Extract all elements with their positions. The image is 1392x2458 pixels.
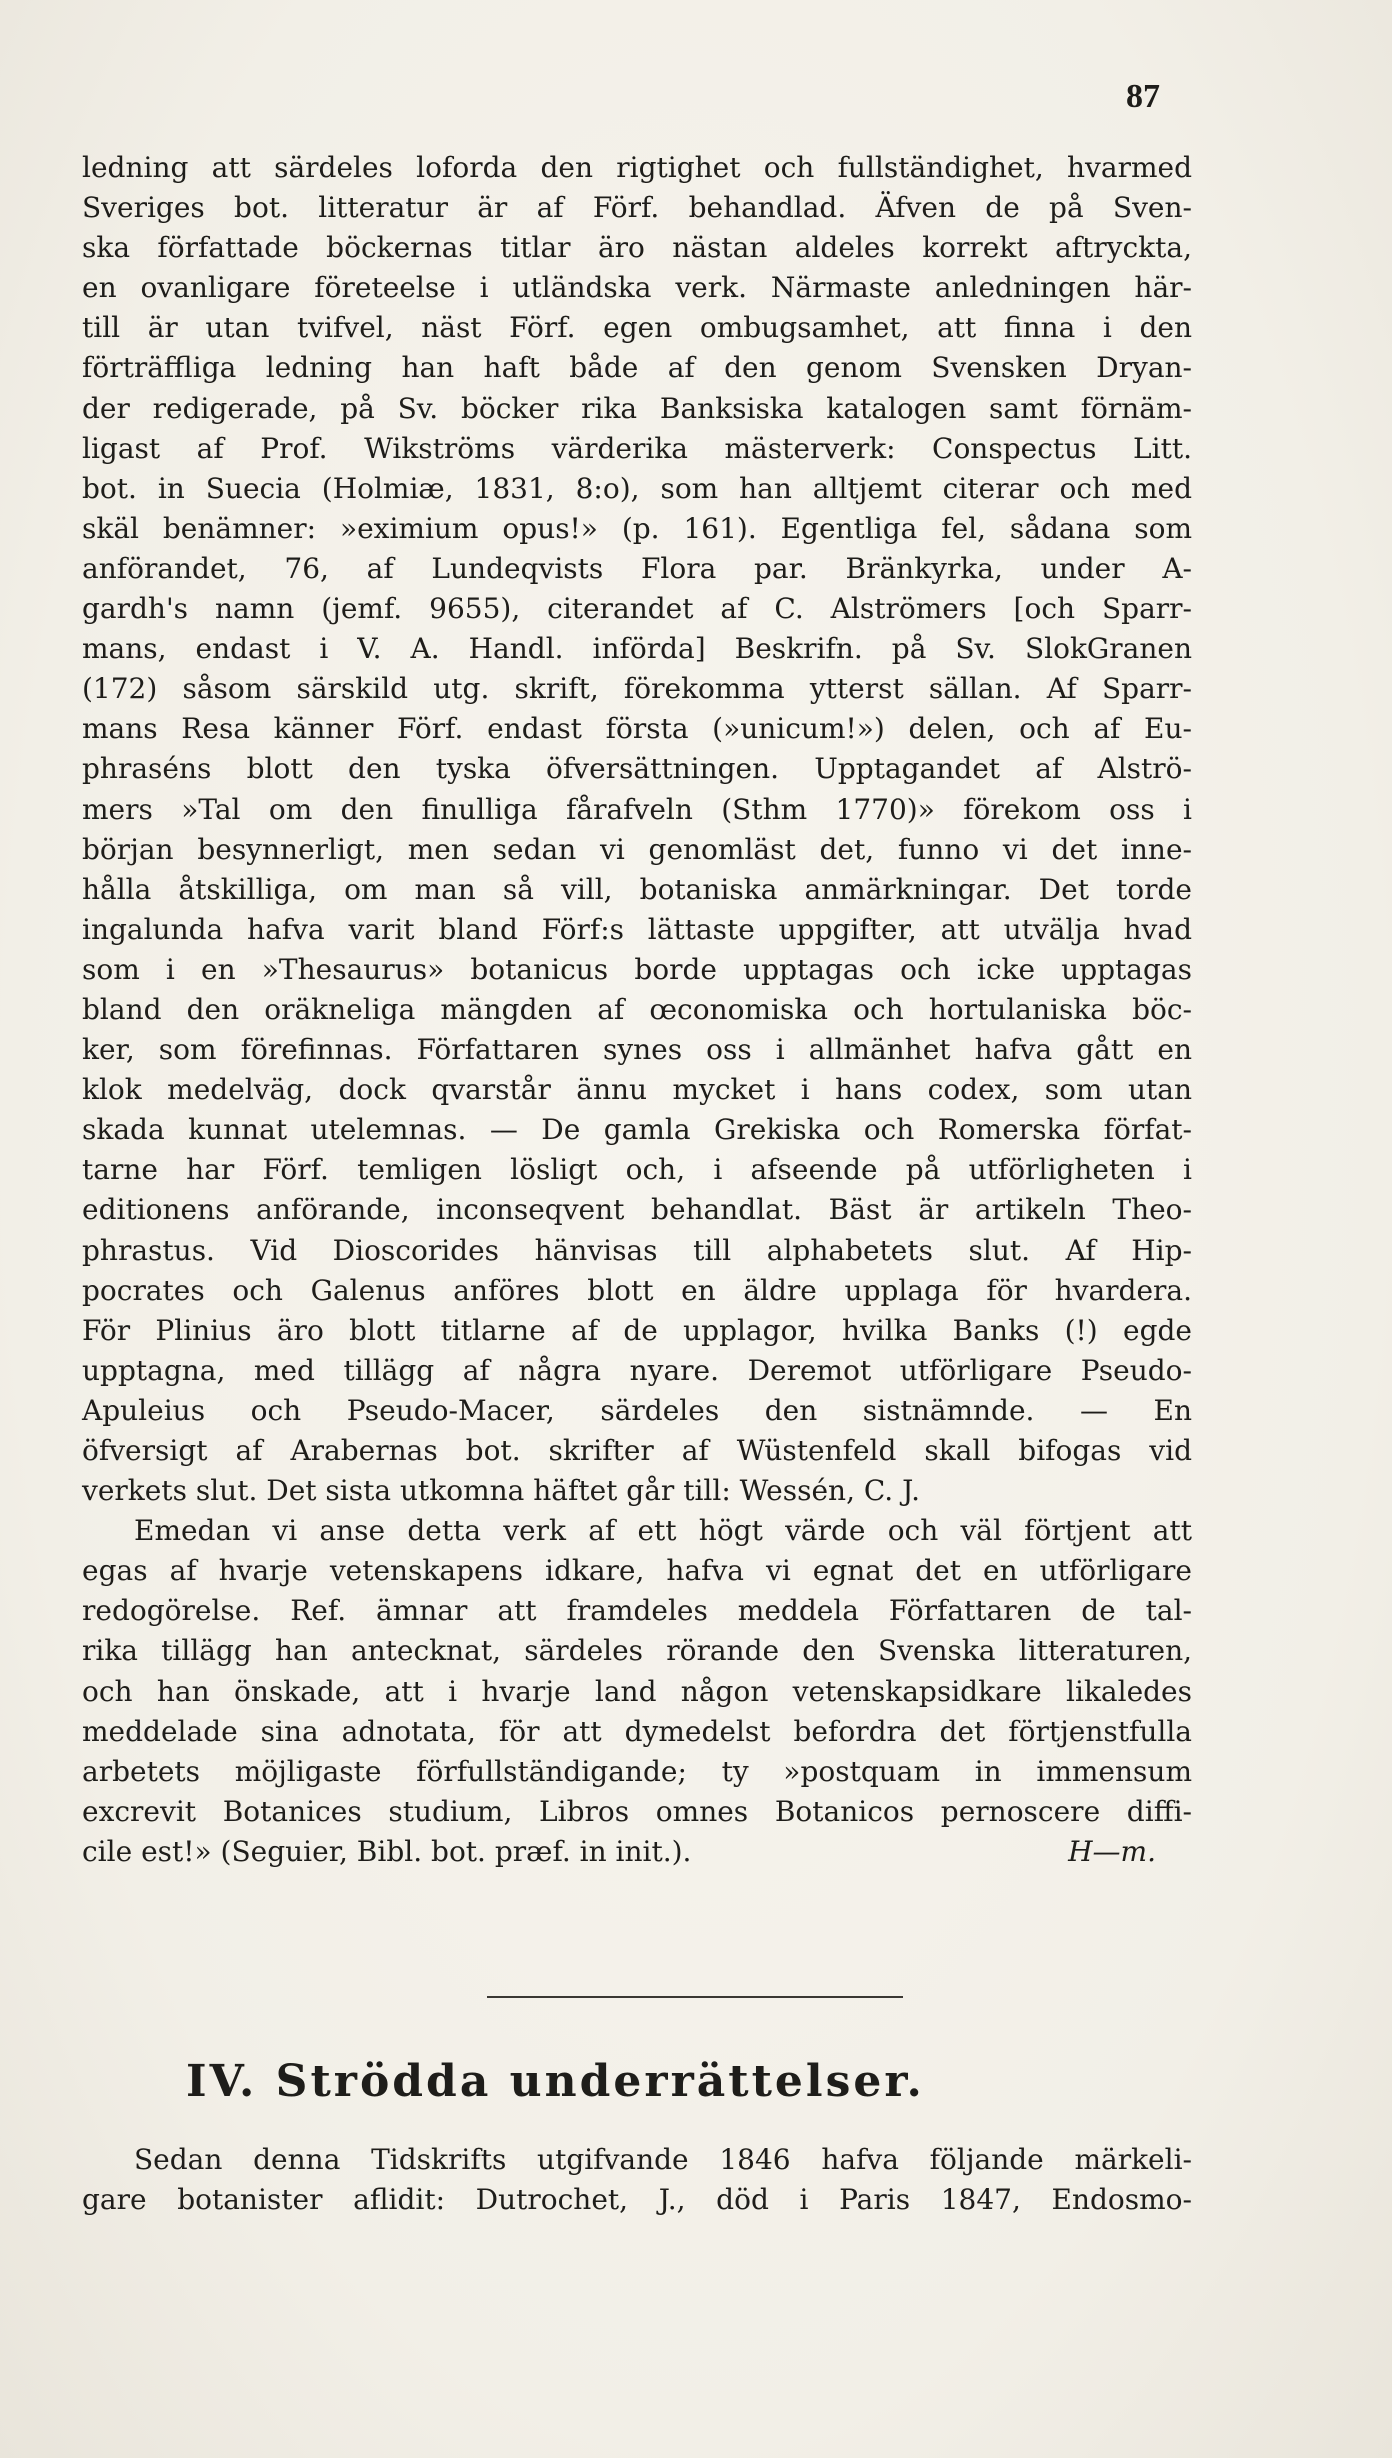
text-line: redogörelse. Ref. ämnar att framdeles meddela Författaren de tal- <box>82 1594 1192 1628</box>
body-text <box>82 148 1192 1872</box>
page-number: 87 <box>1126 78 1160 115</box>
text-line: phrastus. Vid Dioscorides hänvisas till alphabetets slut. Af Hip- <box>82 1233 1192 1267</box>
text-line: (172) såsom särskild utg. skrift, förekomma ytterst sällan. Af Sparr- <box>82 672 1192 706</box>
text-line: upptagna, med tillägg af några nyare. Deremot utförligare Pseudo- <box>82 1353 1192 1387</box>
text-line: skada kunnat utelemnas. — De gamla Grekiska och Romerska förfat- <box>82 1113 1192 1147</box>
text-line: editionens anförande, inconseqvent behandlat. Bäst är artikeln Theo- <box>82 1193 1192 1227</box>
text-line: ker, som förefinnas. Författaren synes oss i allmänhet hafva gått en <box>82 1033 1192 1067</box>
text-line: phraséns blott den tyska öfversättningen. Upptagandet af Alströ- <box>82 752 1192 786</box>
text-line: ska författade böckernas titlar äro nästan aldeles korrekt aftryckta, <box>82 231 1192 265</box>
text-line: bland den oräkneliga mängden af œconomiska och hortulaniska böc- <box>82 992 1192 1026</box>
text-line: en ovanligare företeelse i utländska verk. Närmaste anledningen här- <box>82 271 1192 305</box>
text-line: skäl benämner: »eximium opus!» (p. 161). Egentliga fel, sådana som <box>82 511 1192 545</box>
text-line: Apuleius och Pseudo-Macer, särdeles den sistnämnde. — En <box>82 1393 1192 1427</box>
section-body-text <box>82 2140 1192 2220</box>
text-line: ingalunda hafva varit bland Förf:s lättaste uppgifter, att utvälja hvad <box>82 912 1192 946</box>
text-line: ligast af Prof. Wikströms värderika mästerverk: Conspectus Litt. <box>82 431 1192 465</box>
text-line: cile est!» (Seguier, Bibl. bot. præf. in init.). <box>82 1834 692 1868</box>
text-line: ledning att särdeles loforda den rigtighet och fullständighet, hvarmed <box>82 151 1192 184</box>
section-divider <box>487 1996 903 1998</box>
text-line: Sedan denna Tidskrifts utgifvande 1846 hafva följande märkeli- <box>134 2143 1192 2176</box>
text-line: pocrates och Galenus anföres blott en äldre upplaga för hvardera. <box>82 1273 1192 1307</box>
text-line: till är utan tvifvel, näst Förf. egen ombugsamhet, att finna i den <box>82 311 1192 345</box>
text-line: förträffliga ledning han haft både af den genom Svensken Dryan- <box>82 351 1192 385</box>
text-line: gardh's namn (jemf. 9655), citerandet af C. Alströmers [och Sparr- <box>82 592 1192 626</box>
text-line: anförandet, 76, af Lundeqvists Flora par. Bränkyrka, under A- <box>82 551 1192 585</box>
text-line: tarne har Förf. temligen lösligt och, i afseende på utförligheten i <box>82 1153 1192 1187</box>
text-line: der redigerade, på Sv. böcker rika Banksiska katalogen samt förnäm- <box>82 391 1192 425</box>
signature-line <box>82 1832 1192 1872</box>
text-line: Sveriges bot. litteratur är af Förf. behandlad. Äfven de på Sven- <box>82 191 1192 225</box>
text-line: bot. in Suecia (Holmiæ, 1831, 8:o), som han alltjemt citerar och med <box>82 471 1192 505</box>
text-line: mans Resa känner Förf. endast första (»unicum!») delen, och af Eu- <box>82 712 1192 746</box>
author-signature: H—m. <box>1068 1834 1156 1868</box>
text-line: Emedan vi anse detta verk af ett högt värde och väl förtjent att <box>134 1514 1192 1548</box>
text-line: arbetets möjligaste förfullständigande; ty »postquam in immensum <box>82 1754 1192 1788</box>
text-line: som i en »Thesaurus» botanicus borde upptagas och icke upptagas <box>82 952 1192 986</box>
text-line: klok medelväg, dock qvarstår ännu mycket i hans codex, som utan <box>82 1073 1192 1107</box>
text-line: öfversigt af Arabernas bot. skrifter af Wüstenfeld skall bifogas vid <box>82 1434 1192 1467</box>
section-heading: IV. Strödda underrättelser. <box>186 2056 925 2107</box>
text-line: excrevit Botanices studium, Libros omnes Botanicos pernoscere diffi- <box>82 1794 1192 1828</box>
text-line: mers »Tal om den finulliga fårafveln (Sthm 1770)» förekom oss i <box>82 792 1192 826</box>
text-line: hålla åtskilliga, om man så vill, botaniska anmärkningar. Det torde <box>82 872 1192 906</box>
text-line: början besynnerligt, men sedan vi genomläst det, funno vi det inne- <box>82 832 1192 866</box>
text-line: meddelade sina adnotata, för att dymedelst befordra det förtjenstfulla <box>82 1714 1192 1748</box>
text-line: rika tillägg han antecknat, särdeles rörande den Svenska litteraturen, <box>82 1634 1192 1668</box>
text-line: verkets slut. Det sista utkomna häftet går till: Wessén, C. J. <box>82 1474 921 1508</box>
text-line: och han önskade, att i hvarje land någon vetenskapsidkare likaledes <box>82 1674 1192 1708</box>
text-line: För Plinius äro blott titlarne af de upplagor, hvilka Banks (!) egde <box>82 1313 1192 1347</box>
text-line: gare botanister aflidit: Dutrochet, J., död i Paris 1847, Endosmo- <box>82 2183 1192 2217</box>
text-line: egas af hvarje vetenskapens idkare, hafva vi egnat det en utförligare <box>82 1554 1192 1588</box>
text-line: mans, endast i V. A. Handl. införda] Beskrifn. på Sv. SlokGranen <box>82 632 1192 666</box>
